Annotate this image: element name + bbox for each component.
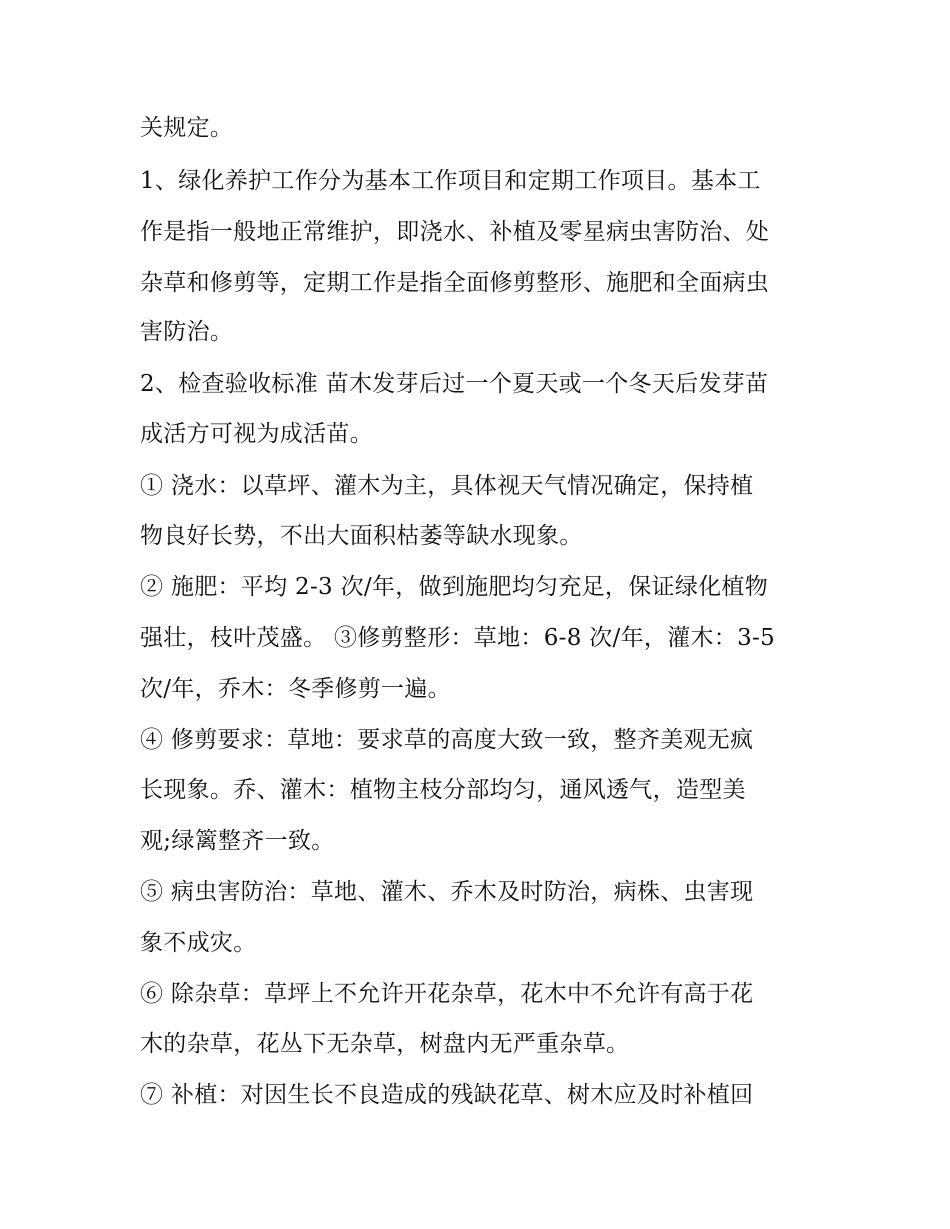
text-line: 害防治。 [140, 319, 234, 345]
text-line: 2、检查验收标准 苗木发芽后过一个夏天或一个冬天后发芽苗 [140, 371, 769, 397]
text-line: 杂草和修剪等，定期工作是指全面修剪整形、施肥和全面病虫 [140, 270, 770, 296]
text-line: 长现象。乔、灌木：植物主枝分部均匀，通风透气，造型美 [140, 777, 746, 803]
text-line: 象不成灾。 [140, 930, 257, 956]
text-line: 次/年，乔木：冬季修剪一遍。 [140, 676, 451, 702]
text-line: 物良好长势，不出大面积枯萎等缺水现象。 [140, 523, 583, 549]
text-line: ② 施肥：平均 2-3 次/年，做到施肥均匀充足，保证绿化植物 [140, 574, 769, 600]
text-line: ① 浇水：以草坪、灌木为主，具体视天气情况确定，保持植 [140, 473, 754, 499]
text-line: 1、绿化养护工作分为基本工作项目和定期工作项目。基本工 [140, 168, 761, 194]
text-line: ⑤ 病虫害防治：草地、灌木、乔木及时防治，病株、虫害现 [140, 879, 754, 905]
text-line: ④ 修剪要求：草地：要求草的高度大致一致，整齐美观无疯 [140, 727, 754, 753]
text-line: 作是指一般地正常维护，即浇水、补植及零星病虫害防治、处 [140, 219, 770, 245]
text-line: 成活方可视为成活苗。 [140, 421, 373, 447]
text-line: 强壮，枝叶茂盛。 ③修剪整形：草地：6-8 次/年，灌木：3-5 [140, 625, 776, 651]
text-line: 观;绿篱整齐一致。 [140, 828, 335, 854]
text-line: 木的杂草，花丛下无杂草，树盘内无严重杂草。 [140, 1031, 630, 1057]
text-line: ⑦ 补植：对因生长不良造成的残缺花草、树木应及时补植回 [140, 1082, 754, 1108]
text-line: 关规定。 [140, 115, 234, 141]
text-line: ⑥ 除杂草：草坪上不允许开花杂草，花木中不允许有高于花 [140, 981, 754, 1007]
